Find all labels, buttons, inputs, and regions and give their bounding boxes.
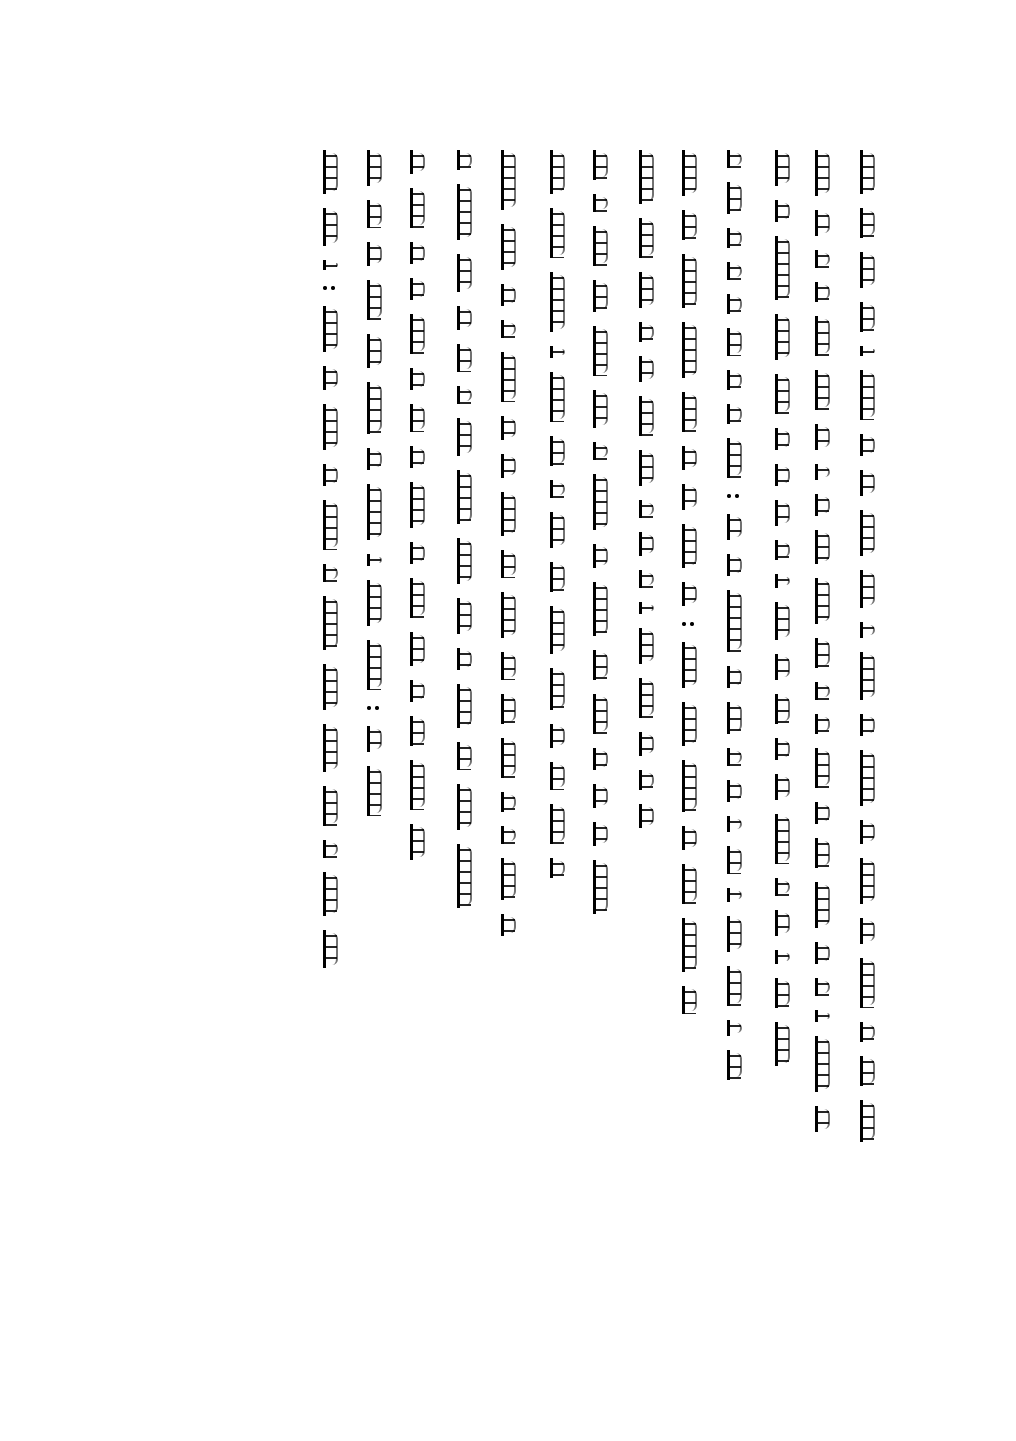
- script-word: [775, 950, 788, 964]
- script-word: [367, 726, 380, 752]
- script-word: [682, 918, 695, 972]
- script-word: [682, 524, 695, 568]
- script-word: [323, 664, 336, 710]
- script-word: [367, 200, 380, 228]
- script-word: [323, 208, 336, 246]
- script-word: [367, 280, 380, 320]
- script-word: [593, 390, 606, 428]
- script-word: [815, 424, 828, 450]
- script-word: [860, 820, 873, 844]
- script-word: [639, 732, 652, 756]
- script-word: [682, 392, 695, 432]
- script-word: [815, 150, 828, 196]
- script-word: [682, 642, 695, 688]
- script-word: [550, 208, 563, 258]
- script-word: [775, 774, 788, 800]
- text-column: [588, 150, 610, 928]
- script-word: [501, 454, 514, 478]
- script-word: [860, 1100, 873, 1142]
- script-word: [682, 826, 695, 850]
- script-word: [860, 1022, 873, 1042]
- script-word: [501, 416, 514, 440]
- script-word: [410, 578, 423, 618]
- script-word: [815, 1106, 828, 1132]
- script-word: [550, 724, 563, 748]
- script-word: [550, 668, 563, 710]
- script-word: [323, 404, 336, 450]
- script-word: [457, 470, 470, 524]
- script-word: [639, 804, 652, 828]
- script-word: [860, 858, 873, 904]
- script-word: [367, 766, 380, 816]
- script-word: [639, 322, 652, 342]
- script-word: [410, 314, 423, 354]
- script-word: [775, 236, 788, 300]
- text-column: [545, 150, 567, 892]
- script-word: [860, 434, 873, 456]
- script-word: [639, 532, 652, 556]
- script-word: [323, 596, 336, 650]
- script-word: [410, 242, 423, 264]
- script-word: [682, 864, 695, 904]
- script-word: [727, 294, 740, 314]
- script-word: [727, 228, 740, 248]
- script-word: [457, 684, 470, 728]
- script-word: [323, 464, 336, 486]
- script-word: [860, 1056, 873, 1086]
- text-column: [634, 150, 656, 842]
- script-word: [639, 396, 652, 436]
- script-word: [682, 254, 695, 308]
- script-word: [457, 306, 470, 330]
- script-word: [682, 210, 695, 240]
- punctuation-mark: [369, 704, 377, 712]
- script-word: [860, 714, 873, 736]
- script-word: [593, 694, 606, 734]
- script-word: [323, 150, 336, 194]
- script-word: [457, 254, 470, 292]
- script-word: [860, 918, 873, 944]
- script-word: [815, 1010, 828, 1022]
- script-word: [775, 1022, 788, 1066]
- script-word: [727, 328, 740, 356]
- script-word: [727, 748, 740, 766]
- script-word: [457, 598, 470, 634]
- script-word: [593, 474, 606, 530]
- script-word: [639, 218, 652, 258]
- script-word: [815, 1036, 828, 1092]
- script-word: [727, 404, 740, 424]
- script-word: [775, 200, 788, 222]
- script-word: [501, 224, 514, 270]
- script-word: [727, 816, 740, 832]
- script-word: [727, 182, 740, 214]
- script-word: [860, 652, 873, 700]
- script-word: [775, 978, 788, 1008]
- script-word: [457, 538, 470, 584]
- script-word: [410, 760, 423, 810]
- script-word: [815, 942, 828, 964]
- script-word: [457, 418, 470, 456]
- script-word: [367, 334, 380, 368]
- script-word: [775, 814, 788, 864]
- script-word: [323, 564, 336, 582]
- script-word: [550, 372, 563, 422]
- script-word: [410, 188, 423, 228]
- script-word: [550, 512, 563, 548]
- script-word: [775, 574, 788, 588]
- script-word: [639, 628, 652, 664]
- script-word: [727, 916, 740, 952]
- script-word: [550, 804, 563, 844]
- script-word: [550, 606, 563, 654]
- script-word: [501, 592, 514, 638]
- script-word: [860, 750, 873, 806]
- script-word: [593, 326, 606, 376]
- script-word: [323, 724, 336, 772]
- script-word: [775, 314, 788, 360]
- script-word: [410, 150, 423, 174]
- script-word: [550, 436, 563, 466]
- script-word: [323, 840, 336, 858]
- script-word: [860, 208, 873, 238]
- script-word: [593, 650, 606, 680]
- script-word: [815, 282, 828, 302]
- script-word: [501, 738, 514, 778]
- script-word: [367, 484, 380, 540]
- script-word: [457, 784, 470, 830]
- script-word: [323, 306, 336, 352]
- script-word: [815, 578, 828, 624]
- script-word: [367, 242, 380, 266]
- script-word: [639, 678, 652, 718]
- script-word: [593, 582, 606, 636]
- script-word: [593, 784, 606, 808]
- script-word: [550, 150, 563, 194]
- script-word: [639, 770, 652, 790]
- script-word: [457, 184, 470, 240]
- script-word: [860, 570, 873, 608]
- script-word: [457, 648, 470, 670]
- script-word: [775, 602, 788, 640]
- script-word: [727, 1050, 740, 1080]
- script-word: [323, 366, 336, 390]
- script-word: [639, 272, 652, 308]
- script-word: [550, 858, 563, 878]
- script-word: [815, 838, 828, 868]
- script-word: [593, 280, 606, 312]
- script-word: [457, 150, 470, 170]
- text-column: [496, 150, 518, 950]
- script-word: [410, 542, 423, 564]
- script-word: [593, 226, 606, 266]
- text-column: [677, 150, 699, 1028]
- script-word: [682, 702, 695, 746]
- text-column: [810, 150, 832, 1146]
- script-word: [727, 554, 740, 576]
- script-word: [323, 786, 336, 826]
- script-word: [593, 442, 606, 460]
- script-word: [775, 500, 788, 526]
- script-word: [727, 1020, 740, 1036]
- script-word: [501, 352, 514, 402]
- punctuation-mark: [684, 620, 692, 628]
- script-word: [815, 682, 828, 700]
- text-column: [452, 150, 474, 922]
- script-word: [815, 494, 828, 516]
- script-word: [501, 826, 514, 844]
- script-word: [727, 780, 740, 802]
- script-word: [682, 986, 695, 1014]
- script-word: [727, 846, 740, 874]
- script-word: [815, 638, 828, 668]
- script-word: [410, 278, 423, 300]
- script-word: [593, 544, 606, 568]
- script-word: [410, 446, 423, 468]
- script-word: [501, 652, 514, 680]
- script-word: [727, 888, 740, 902]
- script-word: [501, 914, 514, 936]
- script-word: [410, 482, 423, 528]
- script-word: [639, 356, 652, 382]
- script-word: [550, 346, 563, 358]
- script-word: [550, 562, 563, 592]
- script-word: [501, 492, 514, 536]
- script-word: [323, 872, 336, 916]
- script-word: [775, 694, 788, 724]
- script-word: [457, 344, 470, 372]
- script-word: [501, 320, 514, 338]
- script-word: [501, 858, 514, 900]
- script-word: [860, 346, 873, 356]
- text-column: [318, 150, 340, 982]
- script-word: [323, 930, 336, 968]
- script-word: [410, 368, 423, 390]
- script-word: [682, 582, 695, 606]
- script-word: [860, 622, 873, 638]
- script-word: [639, 602, 652, 614]
- script-word: [550, 480, 563, 498]
- script-word: [550, 272, 563, 332]
- script-word: [815, 530, 828, 564]
- script-word: [593, 860, 606, 914]
- script-word: [501, 550, 514, 578]
- script-word: [860, 252, 873, 288]
- script-word: [775, 428, 788, 450]
- script-word: [815, 464, 828, 480]
- punctuation-mark: [729, 492, 737, 500]
- script-word: [682, 446, 695, 470]
- script-word: [367, 150, 380, 186]
- script-word: [727, 150, 740, 168]
- script-word: [727, 966, 740, 1006]
- script-word: [727, 702, 740, 734]
- script-word: [860, 150, 873, 194]
- script-word: [457, 386, 470, 404]
- script-word: [775, 150, 788, 186]
- script-word: [682, 150, 695, 196]
- script-word: [727, 438, 740, 478]
- punctuation-mark: [325, 284, 333, 292]
- script-word: [367, 640, 380, 690]
- script-word: [860, 370, 873, 420]
- script-word: [727, 262, 740, 280]
- script-word: [860, 958, 873, 1008]
- script-word: [775, 738, 788, 760]
- text-column: [405, 150, 427, 874]
- script-word: [410, 680, 423, 702]
- script-word: [593, 194, 606, 212]
- script-word: [323, 260, 336, 270]
- script-word: [410, 404, 423, 432]
- script-word: [815, 748, 828, 788]
- script-word: [727, 514, 740, 540]
- script-word: [815, 210, 828, 236]
- script-word: [682, 484, 695, 510]
- script-word: [501, 284, 514, 306]
- script-word: [775, 464, 788, 486]
- script-word: [410, 716, 423, 746]
- script-word: [410, 632, 423, 666]
- script-word: [815, 802, 828, 824]
- script-word: [593, 822, 606, 846]
- script-word: [323, 500, 336, 550]
- script-word: [639, 500, 652, 518]
- script-word: [727, 590, 740, 652]
- script-word: [367, 448, 380, 470]
- script-word: [815, 714, 828, 734]
- script-word: [639, 570, 652, 588]
- script-word: [682, 322, 695, 378]
- script-word: [682, 760, 695, 812]
- script-word: [457, 742, 470, 770]
- script-word: [727, 370, 740, 390]
- script-word: [775, 878, 788, 896]
- script-word: [775, 910, 788, 936]
- script-word: [815, 978, 828, 996]
- script-word: [775, 374, 788, 414]
- script-word: [860, 510, 873, 556]
- script-word: [501, 792, 514, 812]
- script-word: [639, 450, 652, 486]
- script-word: [815, 316, 828, 356]
- script-word: [501, 150, 514, 210]
- script-word: [727, 666, 740, 688]
- script-word: [860, 302, 873, 332]
- script-word: [815, 250, 828, 268]
- script-word: [639, 150, 652, 204]
- text-column: [722, 150, 744, 1094]
- script-word: [860, 470, 873, 496]
- script-word: [815, 370, 828, 410]
- script-word: [593, 748, 606, 770]
- script-word: [593, 150, 606, 180]
- script-word: [815, 882, 828, 928]
- script-word: [367, 554, 380, 566]
- script-word: [775, 540, 788, 560]
- script-word: [457, 844, 470, 908]
- script-word: [367, 580, 380, 626]
- script-word: [367, 382, 380, 434]
- script-word: [410, 824, 423, 860]
- text-column: [362, 150, 384, 830]
- script-word: [550, 762, 563, 790]
- text-column: [770, 150, 792, 1080]
- text-column: [855, 150, 877, 1156]
- script-word: [775, 654, 788, 680]
- script-word: [501, 694, 514, 724]
